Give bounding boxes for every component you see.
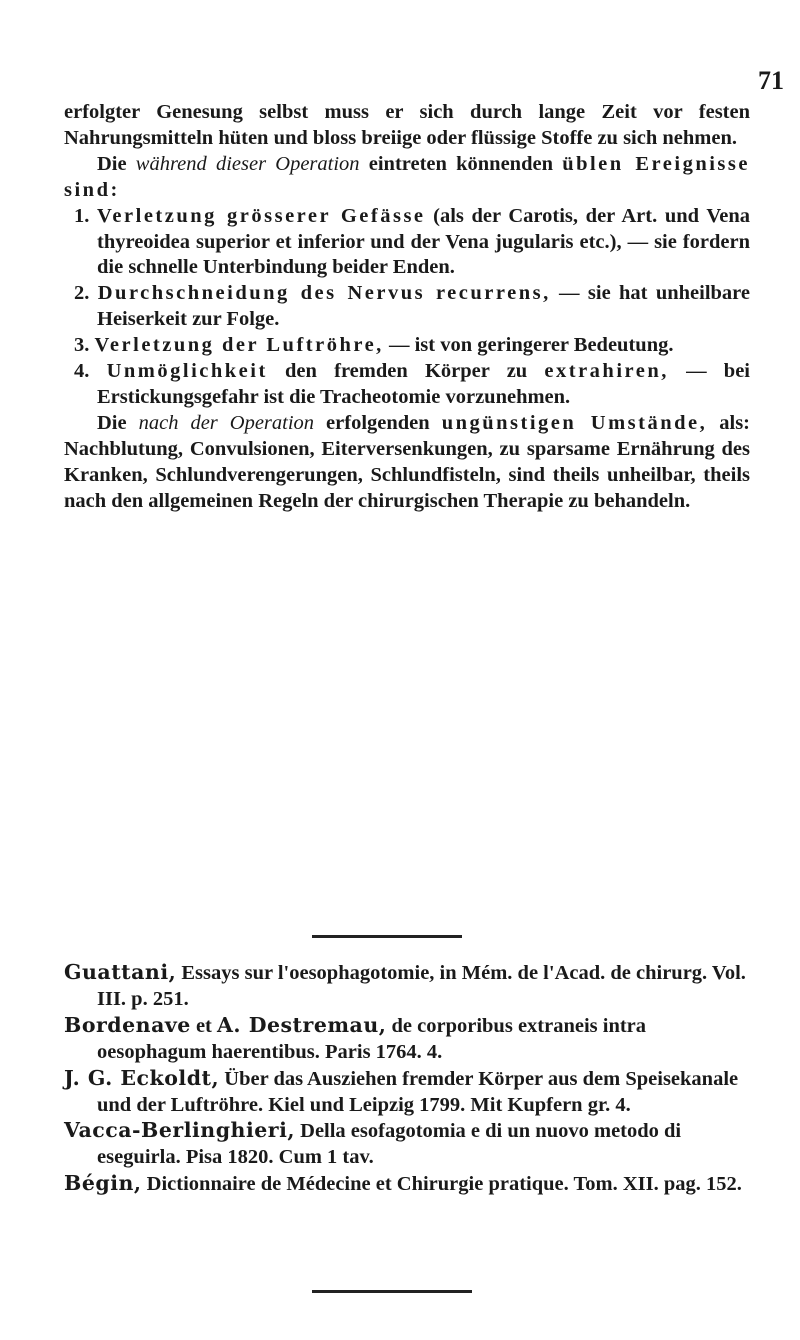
reference-text: Über das Ausziehen fremder Körper aus dem Speisekanale und der Luftröhre. Kiel und Leipzig 1799. Mit Kupfern gr. 4. [97,1067,739,1116]
item-number: 1. [74,204,90,227]
item-number: 4. [74,360,90,383]
paragraph-closing [64,411,750,515]
page-number: 71 [758,66,784,95]
section-divider [312,935,462,938]
reference-mid: et [190,1014,218,1037]
item-term-2: extrahiren, [544,360,669,383]
reference-text: Della esofagotomia e di un nuovo metodo di eseguirla. Pisa 1820. Cum 1 tav. [97,1120,682,1169]
bottom-divider [312,1290,472,1293]
main-text [64,100,750,515]
item-text: den fremden Körper zu [267,360,545,383]
events-lead-mid: eintreten könnenden [359,152,563,175]
events-lead-pre: Die [97,152,136,175]
reference-author: J. G. Eckoldt, [64,1065,220,1090]
item-text: — ist von geringerer Bedeutung. [383,334,674,357]
item-term: Unmöglichkeit [106,360,268,383]
reference-text: Essays sur l'oesophagotomie, in Mém. de l'Acad. de chirurg. Vol. III. p. 251. [97,962,746,1010]
reference-entry [64,1171,750,1198]
reference-entry [64,960,750,1013]
reference-entry [64,1066,750,1119]
closing-italic: nach der Operation [138,411,315,434]
list-item [64,333,750,359]
list-item [64,204,750,282]
item-number: 2. [74,282,90,305]
reference-author: Vacca-Berlinghieri, [64,1118,296,1143]
item-text: — sie hat unheilbare Heiserkeit zur Folge. [97,282,751,331]
item-number: 3. [74,334,90,357]
paragraph-intro: erfolgter Genesung selbst muss er sich durch lange Zeit vor festen Nahrungsmitteln hüten und bloss breiige oder flüssige Stoffe zu sich nehmen. [64,101,750,149]
item-text-2: — bei Erstickungsgefahr ist die Tracheotomie vorzunehmen. [97,360,751,408]
reference-text: de corporibus extraneis intra oesophagum haerentibus. Paris 1764. 4. [97,1014,647,1063]
references [64,960,750,1198]
closing-pre: Die [97,411,139,434]
reference-author: Bégin, [64,1171,142,1196]
reference-author-2: A. Destremau, [217,1012,387,1037]
list-item [64,281,750,333]
list-item [64,359,750,411]
item-term: Durchschneidung des Nervus recurrens, [97,282,551,305]
closing-spaced: ungünstigen Umstände, [441,411,708,434]
paragraph-events-lead [64,152,750,204]
item-term: Verletzung grösserer Gefässe [97,204,426,227]
item-text: (als der Carotis, der Art. und Vena thyreoidea superior et inferior und der Vena jugularis etc.), — sie fordern die schnelle Unterbindung beider Enden. [97,204,750,279]
closing-mid: erfolgenden [314,411,442,434]
events-lead-italic: während dieser Operation [135,152,360,175]
item-term: Verletzung der Luftröhre, [94,334,384,357]
events-lead-spaced: üblen Ereignisse sind: [64,152,750,201]
reference-text: Dictionnaire de Médecine et Chirurgie pratique. Tom. XII. pag. 152. [141,1173,742,1196]
reference-entry [64,1118,750,1171]
reference-author: Bordenave [64,1012,191,1037]
reference-entry [64,1013,750,1066]
reference-author: Guattani, [64,960,177,984]
closing-rest: als: Nachblutung, Convulsionen, Eiterversenkungen, zu sparsame Ernährung des Kranken, Schlundverengerungen, Schlundfisteln, sind theils unheilbar, theils nach den allgemeinen Regeln der chirurgischen Therapie zu behandeln. [64,411,751,512]
